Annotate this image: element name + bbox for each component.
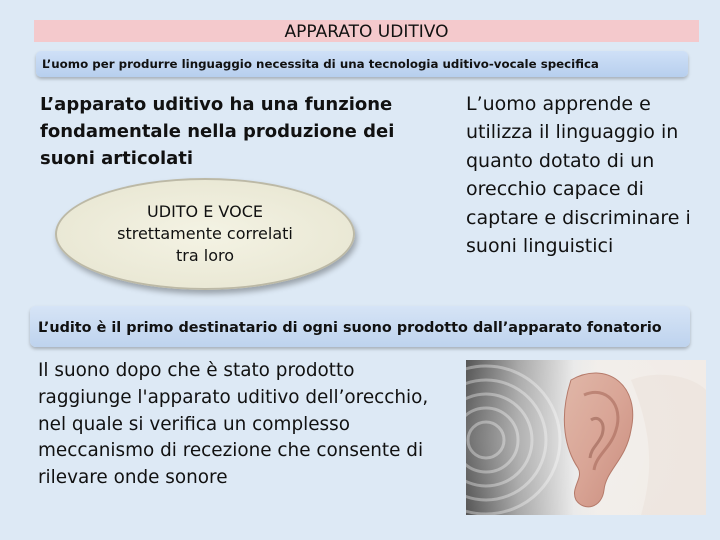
- ear-photo: [466, 360, 706, 515]
- ellipse-text: [90, 201, 320, 267]
- ellipse-line-1: UDITO E VOCE: [147, 202, 263, 221]
- ellipse-line-2: strettamente correlati: [117, 224, 293, 243]
- ear-illustration: [466, 360, 706, 515]
- ellipse-line-3: tra loro: [176, 246, 234, 265]
- right-paragraph: L’uomo apprende e utilizza il linguaggio in quanto dotato di un orecchio capace di captare e discriminare i suoni linguistici: [466, 93, 691, 258]
- slide-title: APPARATO UDITIVO: [34, 20, 699, 42]
- hearing-banner: L’udito è il primo destinatario di ogni suono prodotto dall’apparato fonatorio: [30, 306, 690, 347]
- subtitle-banner: L’uomo per produrre linguaggio necessita di una tecnologia uditivo-vocale specifica: [36, 51, 688, 77]
- udito-voce-ellipse: [55, 178, 355, 290]
- bottom-paragraph: Il suono dopo che è stato prodotto raggiunge l'apparato uditivo dell’orecchio, nel quale si verifica un complesso meccanismo di recezione che consente di rilevare onde sonore: [38, 360, 429, 489]
- left-paragraph: L’apparato uditivo ha una funzione fondamentale nella produzione dei suoni articolati: [40, 94, 395, 169]
